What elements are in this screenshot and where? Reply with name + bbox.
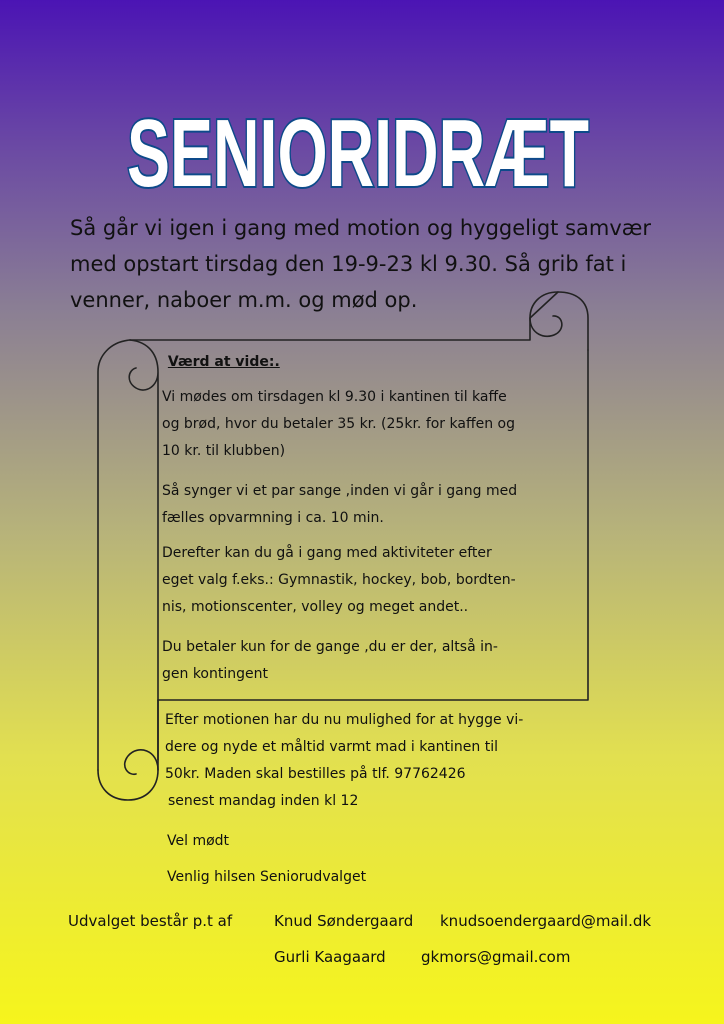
text-line: nis, motionscenter, volley og meget andet.. <box>162 599 469 615</box>
intro-paragraph <box>70 210 670 318</box>
text-line: 10 kr. til klubben) <box>162 443 286 459</box>
text-line: Du betaler kun for de gange ,du er der, altså in- <box>162 639 498 655</box>
committee-member-email[interactable]: knudsoendergaard@mail.dk <box>440 912 652 930</box>
committee-member-name: Gurli Kaagaard <box>274 948 386 966</box>
scroll-left-curl <box>129 340 158 760</box>
intro-line: Så går vi igen i gang med motion og hyggeligt samvær <box>70 216 652 240</box>
signature-text <box>167 864 366 891</box>
intro-line: venner, naboer m.m. og mød op. <box>70 288 418 312</box>
after-exercise-paragraph <box>165 707 523 815</box>
text-line: Venlig hilsen Seniorudvalget <box>167 869 367 885</box>
scroll-paragraph-payment <box>162 634 498 688</box>
text-line: Vel mødt <box>167 833 230 849</box>
text-line: Efter motionen har du nu mulighed for at hygge vi- <box>165 712 524 728</box>
text-line: senest mandag inden kl 12 <box>168 793 359 809</box>
committee-member-email[interactable]: gkmors@gmail.com <box>421 948 571 966</box>
intro-line: med opstart tirsdag den 19-9-23 kl 9.30. Så grib fat i <box>70 252 627 276</box>
text-line: Derefter kan du gå i gang med aktiviteter efter <box>162 545 492 561</box>
scroll-paragraph-activities <box>162 540 516 621</box>
committee-label: Udvalget består p.t af <box>68 912 233 930</box>
page-title-text: SENIORIDRÆT <box>127 100 589 200</box>
page-title <box>118 70 598 200</box>
text-line: Vi mødes om tirsdagen kl 9.30 i kantinen til kaffe <box>162 389 507 405</box>
text-line: eget valg f.eks.: Gymnastik, hockey, bob, bordten- <box>162 572 516 588</box>
text-line: fælles opvarmning i ca. 10 min. <box>162 510 384 526</box>
committee-member-name: Knud Søndergaard <box>274 912 414 930</box>
welcome-text <box>167 828 229 855</box>
scroll-bottom-curl <box>98 750 158 800</box>
text-line: og brød, hvor du betaler 35 kr. (25kr. for kaffen og <box>162 416 515 432</box>
text-line: dere og nyde et måltid varmt mad i kantinen til <box>165 739 499 755</box>
scroll-paragraph-meeting <box>162 384 515 465</box>
text-line: Så synger vi et par sange ,inden vi går i gang med <box>162 483 518 499</box>
scroll-heading-text: Værd at vide:. <box>167 354 280 370</box>
text-line: 50kr. Maden skal bestilles på tlf. 97762426 <box>165 766 466 782</box>
scroll-heading <box>163 354 280 370</box>
text-line: gen kontingent <box>162 666 268 682</box>
scroll-paragraph-warmup <box>162 478 517 532</box>
